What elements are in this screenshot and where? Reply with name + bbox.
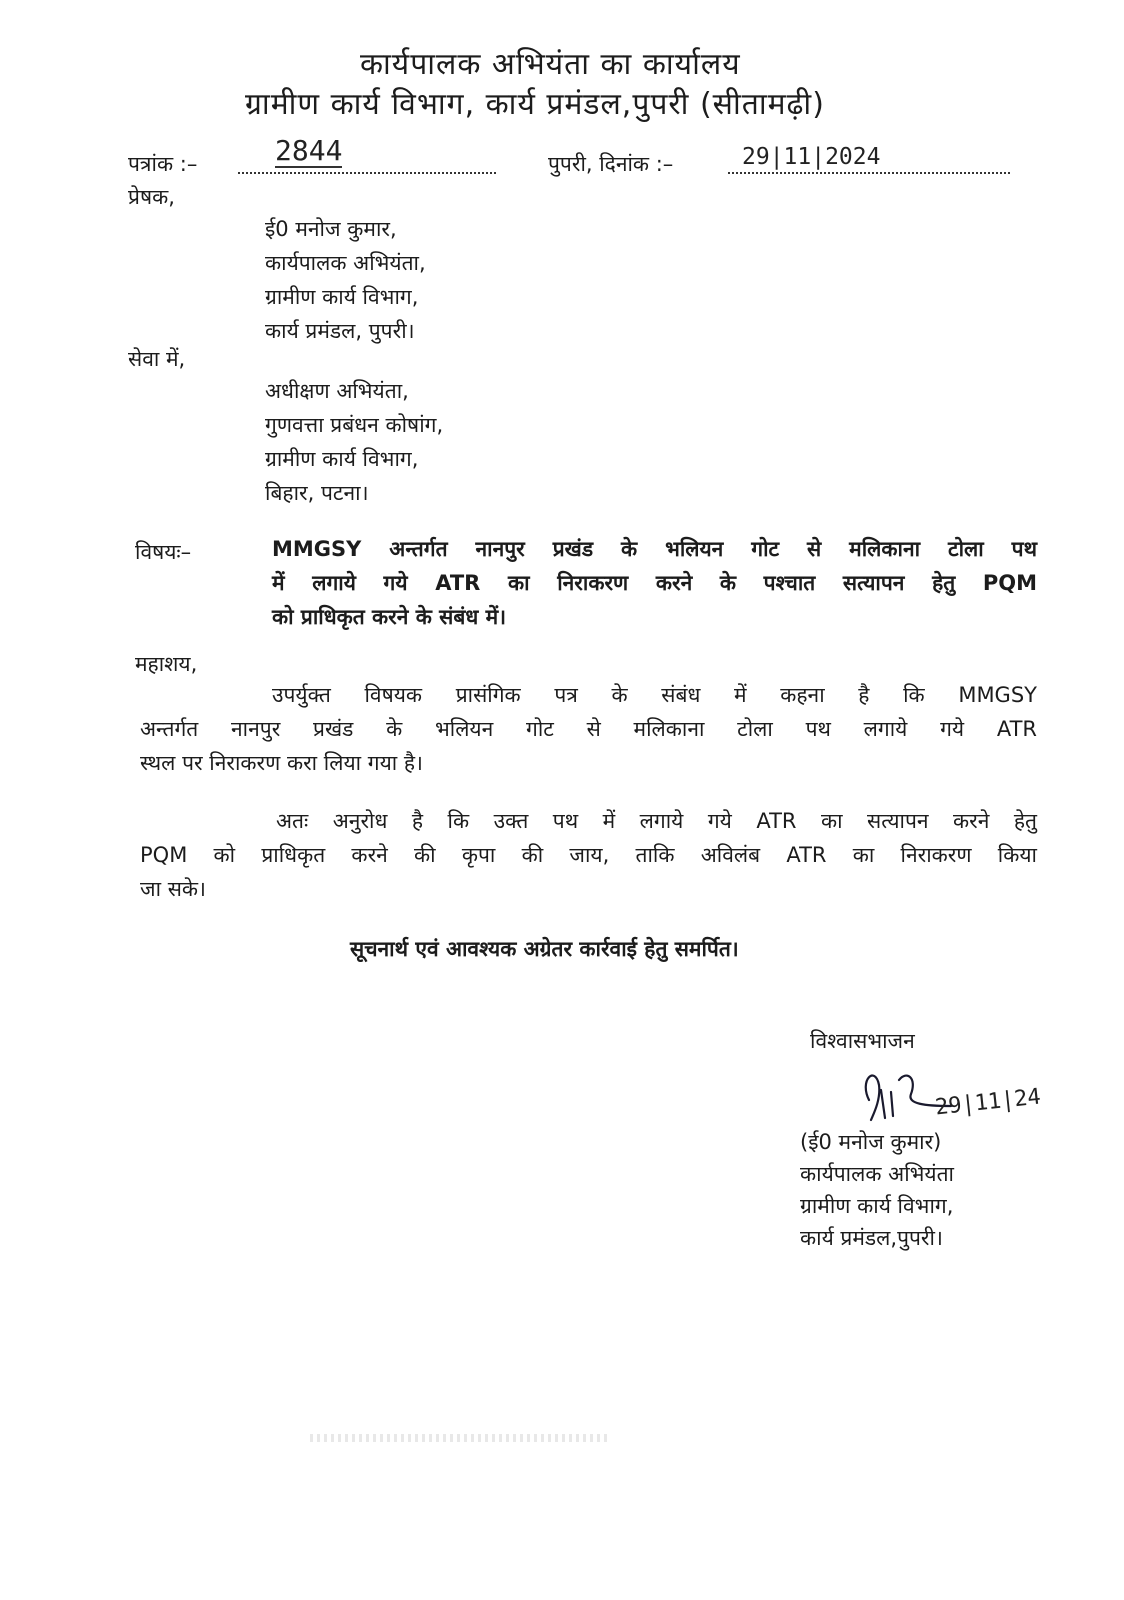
signatory-line: कार्य प्रमंडल,पुपरी। (800, 1226, 943, 1250)
sender-label: प्रेषक, (128, 185, 175, 209)
signature-date: 29|11|24 (933, 1084, 1042, 1121)
paragraph-line: स्थल पर निराकरण करा लिया गया है। (140, 751, 423, 775)
paragraph-2 (140, 804, 1037, 906)
salutation: महाशय, (135, 652, 198, 676)
valediction: विश्वासभाजन (810, 1029, 915, 1053)
ref-label: पत्रांक :– (128, 152, 198, 176)
ref-number: 2844 (275, 134, 343, 167)
place-date-label: पुपरी, दिनांक :– (548, 152, 674, 176)
date-value: 29|11|2024 (742, 144, 881, 170)
date-dotted-line (728, 172, 1010, 174)
paragraph-line: उपर्युक्त विषयक प्रासंगिक पत्र के संबंध में कहना है कि MMGSY (272, 683, 1037, 707)
paragraph-line: PQM को प्राधिकृत करने की कृपा की जाय, ताकि अविलंब ATR का निराकरण किया (140, 843, 1037, 867)
recipient-line: बिहार, पटना। (265, 481, 369, 505)
recipient-label: सेवा में, (128, 347, 186, 371)
paragraph-line: अतः अनुरोध है कि उक्त पथ में लगाये गये ATR का सत्यापन करने हेतु (276, 809, 1037, 833)
office-title: कार्यपालक अभियंता का कार्यालय (360, 47, 741, 82)
sender-line: ई0 मनोज कुमार, (265, 217, 397, 241)
scan-artifact (310, 1434, 610, 1442)
subject-line: में लगाये गये ATR का निराकरण करने के पश्चात सत्यापन हेतु PQM (272, 571, 1037, 595)
paragraph-line: जा सके। (140, 877, 206, 901)
closing-line: सूचनार्थ एवं आवश्यक अग्रेतर कार्रवाई हेतु समर्पित। (350, 937, 739, 961)
signatory-line: (ई0 मनोज कुमार) (800, 1130, 942, 1154)
subject-line: MMGSY अन्तर्गत नानपुर प्रखंड के भलियन गोट से मलिकाना टोला पथ (272, 537, 1037, 561)
paragraph-line: अन्तर्गत नानपुर प्रखंड के भलियन गोट से मलिकाना टोला पथ लगाये गये ATR (140, 717, 1037, 741)
subject-label: विषयः– (135, 540, 192, 564)
sender-line: कार्यपालक अभियंता, (265, 251, 426, 275)
ref-dotted-line (238, 172, 496, 174)
office-subtitle: ग्रामीण कार्य विभाग, कार्य प्रमंडल,पुपरी (सीतामढ़ी) (245, 87, 825, 122)
sender-line: ग्रामीण कार्य विभाग, (265, 285, 419, 309)
subject-line: को प्राधिकृत करने के संबंध में। (272, 605, 507, 629)
recipient-line: गुणवत्ता प्रबंधन कोषांग, (265, 413, 444, 437)
sender-line: कार्य प्रमंडल, पुपरी। (265, 319, 415, 343)
paragraph-1 (140, 678, 1037, 780)
signatory-line: कार्यपालक अभियंता (800, 1162, 954, 1186)
subject-text (272, 532, 1037, 634)
recipient-line: ग्रामीण कार्य विभाग, (265, 447, 419, 471)
recipient-line: अधीक्षण अभियंता, (265, 379, 409, 403)
signatory-line: ग्रामीण कार्य विभाग, (800, 1194, 954, 1218)
